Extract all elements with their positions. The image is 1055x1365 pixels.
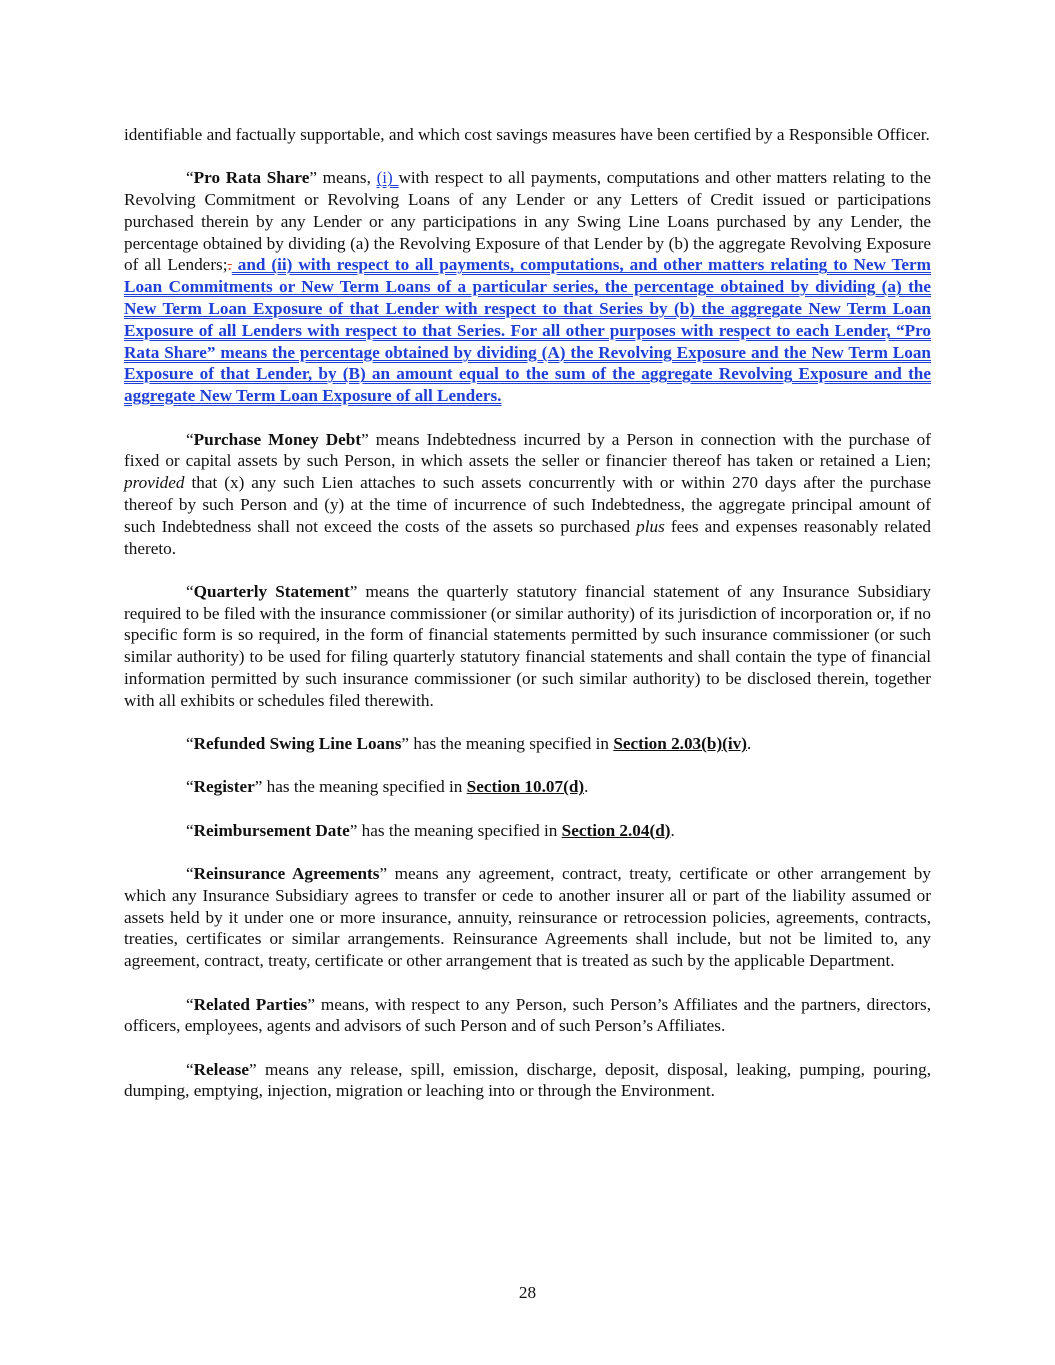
defined-term: Release	[193, 1059, 249, 1079]
definition-related-parties: “Related Parties” means, with respect to any Person, such Person’s Affiliates and the partners, directors, officers, employees, agents and advisors of such Person and of such Person’s Affiliates.	[124, 994, 932, 1036]
inserted-text: and (ii) with respect to all payments, computations, and other matters relating to New Term Loan Commitments or New Term Loans of a particular series, the percentage obtained by dividing (a) the New Term Loan Exposure of that Lender with respect to that Series by (b) the aggregate New Term Loan Exposure of all Lenders with respect to that Series. For all other purposes with respect to each Lender, “Pro Rata Share” means the percentage obtained by dividing (A) the Revolving Exposure and the New Term Loan Exposure of that Lender, by (B) an amount equal to the sum of the aggregate Revolving Exposure and the aggregate New Term Loan Exposure of all Lenders.	[124, 255, 931, 406]
defined-term: Quarterly Statement	[193, 581, 350, 601]
definition-register: “Register” has the meaning specified in Section 10.07(d).	[186, 777, 589, 797]
section-reference[interactable]: Section 2.04(d)	[561, 820, 671, 840]
inserted-text: (i)	[376, 168, 399, 188]
page-number: 28	[518, 1283, 537, 1302]
definition-purchase-money-debt: “Purchase Money Debt” means Indebtedness incurred by a Person in connection with the purchase of fixed or capital assets by such Person, in which assets the seller or financier thereof has taken or retained a Lien; provided that (x) any such Lien attaches to such assets concurrently with or within 270 days after the purchase thereof by such Person and (y) at the time of incurrence of such Indebtedness, the aggregate principal amount of such Indebtedness shall not exceed the costs of the assets so purchased plus fees and expenses reasonably related thereto.	[124, 429, 932, 558]
definition-pro-rata-share: “Pro Rata Share” means, (i) with respect to all payments, computations and other matters relating to the Revolving Commitment or Revolving Loans of any Lender or any Letters of Credit issued or participations purchased therein by any Lender or any participations in any Swing Line Loans purchased by any Lender, the percentage obtained by dividing (a) the Revolving Exposure of that Lender by (b) the aggregate Revolving Exposure of all Lenders;. and (ii) with respect to all payments, computations, and other matters relating to New Term Loan Commitments or New Term Loans of a particular series, the percentage obtained by dividing (a) the New Term Loan Exposure of that Lender with respect to that Series by (b) the aggregate New Term Loan Exposure of all Lenders with respect to that Series. For all other purposes with respect to each Lender, “Pro Rata Share” means the percentage obtained by dividing (A) the Revolving Exposure and the New Term Loan Exposure of that Lender, by (B) an amount equal to the sum of the aggregate Revolving Exposure and the aggregate New Term Loan Exposure of all Lenders.	[124, 168, 931, 406]
defined-term: Register	[193, 777, 255, 797]
intro-continuation: identifiable and factually supportable, and which cost savings measures have been certified by a Responsible Officer.	[124, 125, 930, 144]
defined-term: Refunded Swing Line Loans	[193, 734, 402, 754]
section-reference[interactable]: Section 10.07(d)	[466, 777, 585, 797]
defined-term: Reimbursement Date	[193, 820, 350, 840]
section-reference[interactable]: Section 2.03(b)(iv)	[613, 734, 747, 754]
defined-term: Purchase Money Debt	[193, 429, 362, 449]
definition-refunded-swing-line-loans: “Refunded Swing Line Loans” has the meaning specified in Section 2.03(b)(iv).	[186, 734, 752, 754]
definition-reimbursement-date: “Reimbursement Date” has the meaning specified in Section 2.04(d).	[186, 820, 675, 840]
defined-term: Pro Rata Share	[193, 168, 310, 188]
defined-term: Related Parties	[193, 994, 308, 1014]
definition-reinsurance-agreements: “Reinsurance Agreements” means any agreement, contract, treaty, certificate or other arrangement by which any Insurance Subsidiary agrees to transfer or cede to another insurer all or part of the liability assumed or assets held by it under one or more insurance, annuity, reinsurance or retrocession policies, agreements, contracts, treaties, certificates or similar arrangements. Reinsurance Agreements shall include, but not be limited to, any agreement, contract, treaty, certificate or other arrangement that is treated as such by the applicable Department.	[124, 864, 931, 971]
deleted-text: .	[227, 255, 232, 275]
definition-quarterly-statement: “Quarterly Statement” means the quarterly statutory financial statement of any Insurance Subsidiary required to be filed with the insurance commissioner (or similar authority) of its jurisdiction of incorporation or, if no specific form is so required, in the form of financial statements permitted by such insurance commissioner (or such similar authority) to be used for filing quarterly statutory financial statements and shall contain the type of financial information permitted by such insurance commissioner (or such similar authority) to be disclosed therein, together with all exhibits or schedules filed therewith.	[124, 581, 931, 710]
document-page	[124, 124, 931, 1124]
definition-release: “Release” means any release, spill, emission, discharge, deposit, disposal, leaking, pumping, pouring, dumping, emptying, injection, migration or leaching into or through the Environment.	[124, 1059, 931, 1101]
defined-term: Reinsurance Agreements	[193, 864, 380, 884]
